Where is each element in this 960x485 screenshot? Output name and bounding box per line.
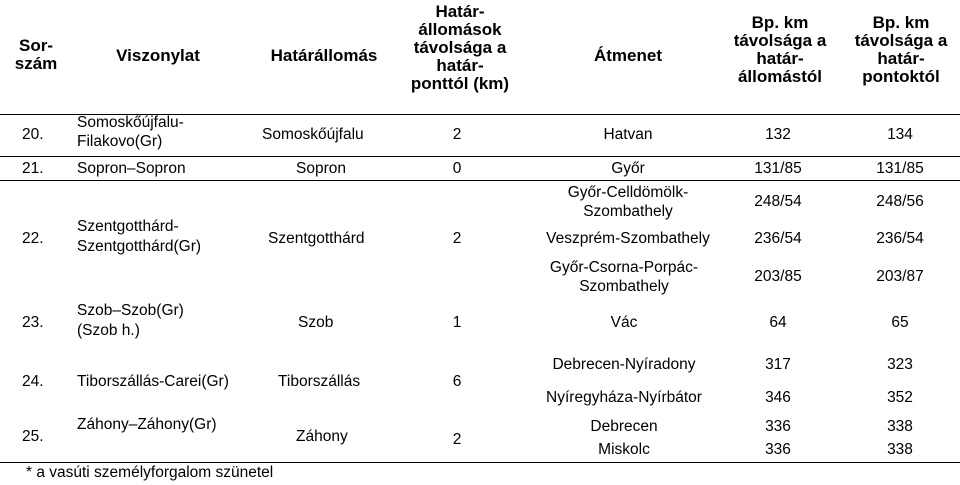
row-bp-allomastol: 336 (765, 441, 791, 458)
header-tavolsag-line: Határ- (435, 2, 485, 21)
row-atmenet: Miskolc (598, 441, 650, 458)
row-viszonylat-line: (Szob h.) (77, 322, 140, 339)
row-bp-allomastol: 64 (769, 314, 787, 331)
row-hatarallomas: Záhony (296, 428, 348, 445)
row-bp-pontoktol: 338 (887, 441, 913, 458)
row-atmenet-line: Szombathely (583, 203, 673, 220)
row-bp-allomastol: 346 (765, 389, 791, 406)
row-atmenet: Győr (611, 160, 645, 177)
row-bp-pontoktol: 338 (887, 418, 913, 435)
header-sorszam (12, 37, 60, 73)
row-viszonylat-line: Szentgotthárd- (77, 218, 179, 235)
header-tavolsag-line: állomások (418, 20, 502, 39)
row-viszonylat (77, 114, 184, 150)
header-viszonylat: Viszonylat (116, 46, 200, 65)
footnote: * a vasúti személyforgalom szünetel (26, 464, 274, 481)
row-hatarallomas: Tiborszállás (278, 373, 361, 390)
row-atmenet: Vác (610, 314, 638, 331)
row-viszonylat: Tiborszállás-Carei(Gr) (77, 373, 229, 390)
row-viszonylat-line: Szob–Szob(Gr) (77, 302, 184, 319)
row-viszonylat (77, 218, 201, 255)
row-viszonylat: Sopron–Sopron (77, 160, 186, 177)
row-number: 21. (22, 160, 44, 177)
header-bp-allomas-line: határ- (756, 49, 804, 68)
row-atmenet (550, 259, 698, 295)
row-bp-pontoktol: 203/87 (876, 268, 924, 285)
row-atmenet: Debrecen-Nyíradony (552, 356, 696, 373)
row-bp-pontoktol: 131/85 (876, 160, 924, 177)
row-bp-allomastol: 236/54 (754, 230, 802, 247)
row-atmenet: Nyíregyháza-Nyírbátor (546, 389, 702, 406)
row-hatarallomas: Somoskőújfalu (262, 126, 364, 143)
row-atmenet: Debrecen (590, 418, 658, 435)
row-atmenet-line: Szombathely (579, 278, 669, 295)
header-bp-pont-line: pontoktól (862, 67, 940, 86)
row-bp-pontoktol: 352 (887, 389, 913, 406)
row-tavolsag: 2 (452, 431, 462, 448)
row-number: 23. (22, 314, 44, 331)
header-bp-pont-line: Bp. km (872, 13, 930, 32)
row-atmenet-line: Győr-Csorna-Porpác- (549, 259, 699, 276)
header-bp-allomastol (728, 14, 832, 86)
row-viszonylat-line: Filakovo(Gr) (77, 133, 163, 150)
row-number: 22. (22, 230, 44, 247)
row-viszonylat: Záhony–Záhony(Gr) (77, 416, 217, 433)
header-bp-allomas-line: távolsága a (733, 31, 827, 50)
row-bp-pontoktol: 236/54 (876, 230, 924, 247)
row-bp-pontoktol: 248/56 (876, 193, 924, 210)
row-tavolsag: 2 (452, 230, 462, 247)
row-number: 24. (22, 373, 44, 390)
row-bp-pontoktol: 323 (887, 356, 913, 373)
row-bp-allomastol: 132 (765, 126, 791, 143)
row-atmenet: Hatvan (603, 126, 653, 143)
row-bp-allomastol: 248/54 (754, 193, 802, 210)
row-atmenet (568, 184, 689, 220)
header-sorszam-line: Sor- (19, 36, 53, 55)
header-tavolsag (398, 3, 522, 93)
header-tavolsag-line: ponttól (km) (410, 74, 510, 93)
row-bp-pontoktol: 134 (887, 126, 913, 143)
row-viszonylat (77, 302, 184, 339)
header-hatarallomas: Határállomás (270, 46, 378, 65)
row-divider (0, 180, 960, 181)
row-tavolsag: 2 (452, 126, 462, 143)
row-atmenet-line: Győr-Celldömölk- (567, 184, 689, 201)
row-viszonylat-line: Szentgotthárd(Gr) (77, 238, 202, 255)
row-tavolsag: 1 (452, 314, 462, 331)
header-tavolsag-line: távolsága a (413, 38, 507, 57)
row-viszonylat-line: Somoskőújfalu- (77, 114, 184, 131)
row-bp-allomastol: 131/85 (754, 160, 802, 177)
row-bp-pontoktol: 65 (891, 314, 909, 331)
header-atmenet: Átmenet (593, 46, 662, 65)
row-number: 25. (22, 428, 44, 445)
row-hatarallomas: Sopron (296, 160, 346, 177)
row-tavolsag: 6 (452, 373, 462, 390)
header-bp-pontoktol (848, 14, 954, 86)
row-number: 20. (22, 126, 44, 143)
header-bp-pont-line: távolsága a (854, 31, 948, 50)
row-tavolsag: 0 (452, 160, 462, 177)
row-hatarallomas: Szentgotthárd (268, 230, 365, 247)
header-tavolsag-line: határ- (436, 56, 484, 75)
row-bp-allomastol: 203/85 (754, 268, 802, 285)
row-hatarallomas: Szob (298, 314, 334, 331)
header-bp-pont-line: határ- (877, 49, 925, 68)
row-bp-allomastol: 317 (765, 356, 791, 373)
row-atmenet: Veszprém-Szombathely (546, 230, 710, 247)
header-sorszam-line: szám (14, 54, 58, 73)
row-bp-allomastol: 336 (765, 418, 791, 435)
row-divider (0, 156, 960, 157)
header-bp-allomas-line: Bp. km (751, 13, 809, 32)
header-bp-allomas-line: állomástól (737, 67, 823, 86)
table-bottom-border (0, 462, 960, 463)
